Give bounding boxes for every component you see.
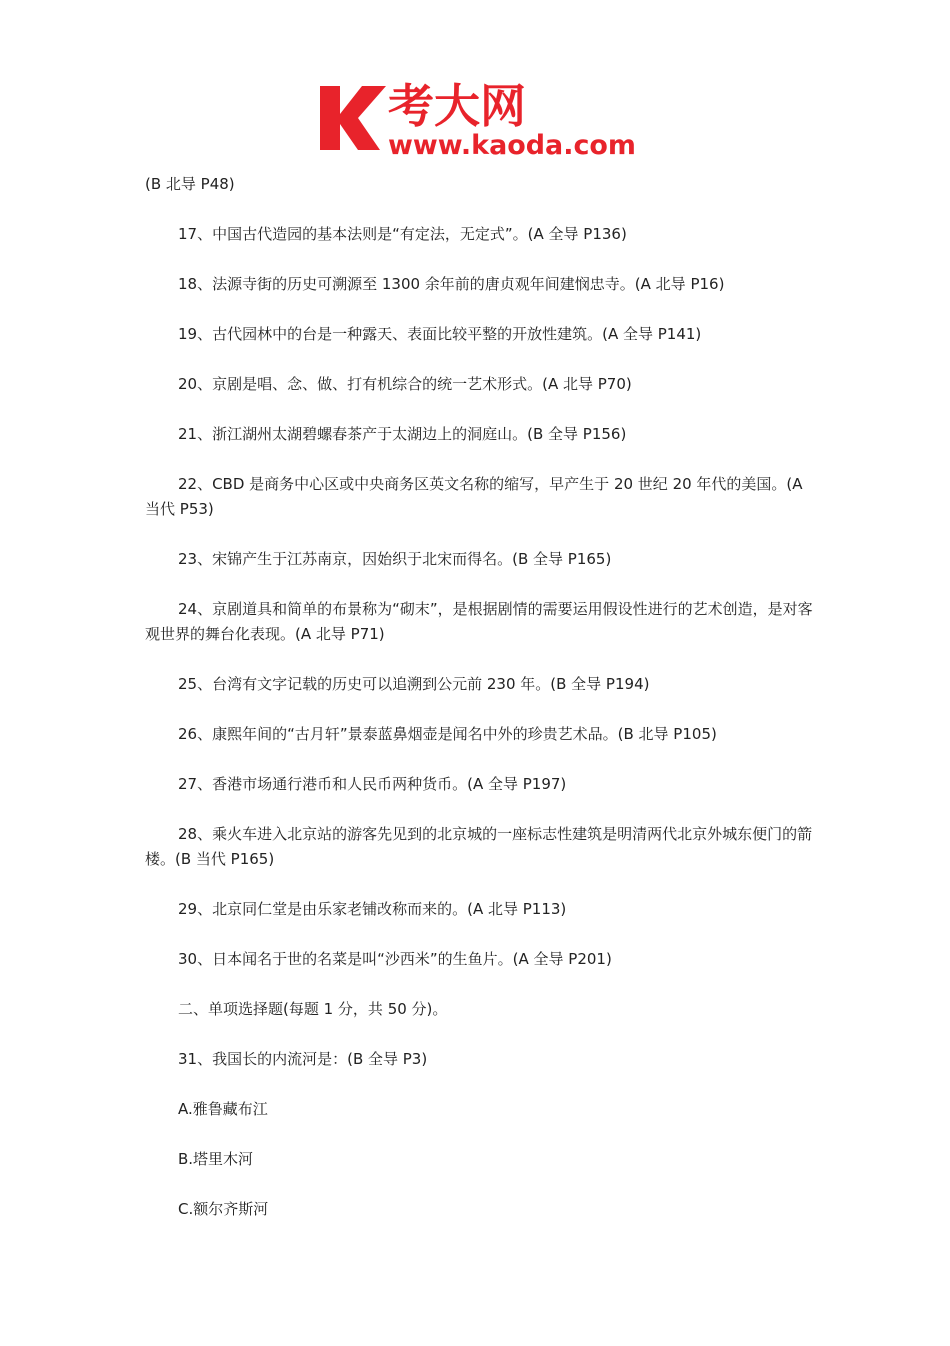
kaoda-logo-icon xyxy=(318,78,640,158)
document-paragraph: 25、台湾有文字记载的历史可以追溯到公元前 230 年。(B 全导 P194) xyxy=(178,675,650,693)
document-paragraph: 24、京剧道具和简单的布景称为“砌末”，是根据剧情的需要运用假设性进行的艺术创造，是对客观世界的舞台化表现。(A 北导 P71) xyxy=(145,600,813,643)
document-paragraph: 二、单项选择题(每题 1 分，共 50 分)。 xyxy=(178,1000,448,1018)
document-paragraph: 18、法源寺街的历史可溯源至 1300 余年前的唐贞观年间建悯忠寺。(A 北导 P16) xyxy=(178,275,725,293)
document-paragraph: 26、康熙年间的“古月轩”景泰蓝鼻烟壶是闻名中外的珍贵艺术品。(B 北导 P105) xyxy=(178,725,717,743)
document-paragraph: 23、宋锦产生于江苏南京，因始织于北宋而得名。(B 全导 P165) xyxy=(178,550,612,568)
document-paragraph: 28、乘火车进入北京站的游客先见到的北京城的一座标志性建筑是明清两代北京外城东便门的箭楼。(B 当代 P165) xyxy=(145,825,813,868)
document-paragraph: 27、香港市场通行港币和人民币两种货币。(A 全导 P197) xyxy=(178,775,567,793)
document-paragraph: 31、我国长的内流河是：(B 全导 P3) xyxy=(178,1050,428,1068)
logo-k-mark xyxy=(320,86,386,150)
document-paragraph: 20、京剧是唱、念、做、打有机综合的统一艺术形式。(A 北导 P70) xyxy=(178,375,632,393)
document-paragraph: (B 北导 P48) xyxy=(145,175,235,193)
document-paragraph: 22、CBD 是商务中心区或中央商务区英文名称的缩写，早产生于 20 世纪 20 年代的美国。(A 当代 P53) xyxy=(145,475,803,518)
document-paragraph: 17、中国古代造园的基本法则是“有定法，无定式”。(A 全导 P136) xyxy=(178,225,627,243)
document-paragraph: 29、北京同仁堂是由乐家老铺改称而来的。(A 北导 P113) xyxy=(178,900,567,918)
document-paragraph: A.雅鲁藏布江 xyxy=(178,1100,268,1118)
document-paragraph: 21、浙江湖州太湖碧螺春茶产于太湖边上的洞庭山。(B 全导 P156) xyxy=(178,425,627,443)
document-body xyxy=(145,172,820,1247)
document-paragraph: 30、日本闻名于世的名菜是叫“沙西米”的生鱼片。(A 全导 P201) xyxy=(178,950,612,968)
document-paragraph: 19、古代园林中的台是一种露天、表面比较平整的开放性建筑。(A 全导 P141) xyxy=(178,325,702,343)
brand-logo xyxy=(318,78,640,158)
document-paragraph: C.额尔齐斯河 xyxy=(178,1200,269,1218)
document-paragraph: B.塔里木河 xyxy=(178,1150,254,1168)
logo-chinese-text: 考大网 xyxy=(388,79,526,133)
logo-url-text: www.kaoda.com xyxy=(388,130,636,158)
